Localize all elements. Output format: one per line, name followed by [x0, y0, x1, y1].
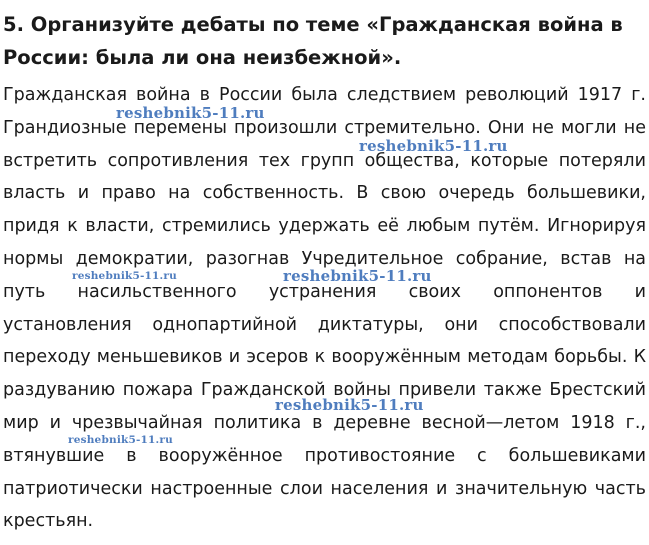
answer-paragraph: Гражданская война в России была следствием революций 1917 г. Грандиозные перемены произошли стремительно. Они не могли не встретить сопротивления тех групп общества, которые потеряли власть и право на собственность. В свою очередь большевики, придя к власти, стремились удержать её любым путём. Игнорируя нормы демократии, разогнав Учредительное собрание, встав на путь насильственного устранения своих оппонентов и установления однопартийной диктатуры, они способствовали переходу меньшевиков и эсеров к вооружённым методам борьбы. К раздуванию пожара Гражданской войны привели также Брестский мир и чрезвычайная политика в деревне весной—летом 1918 г., втянувшие в вооружённое противостояние с большевиками патриотически настроенные слои населения и значительную часть крестьян.	[3, 85, 646, 532]
watermark: reshebnik5-11.ru	[283, 267, 432, 285]
watermark: reshebnik5-11.ru	[359, 137, 508, 155]
watermark: reshebnik5-11.ru	[116, 104, 265, 122]
watermark: reshebnik5-11.ru	[68, 434, 173, 446]
watermark: reshebnik5-11.ru	[72, 270, 177, 282]
watermark: reshebnik5-11.ru	[275, 396, 424, 414]
task-heading: 5. Организуйте дебаты по теме «Гражданская война в России: была ли она неизбежной».	[3, 13, 623, 69]
